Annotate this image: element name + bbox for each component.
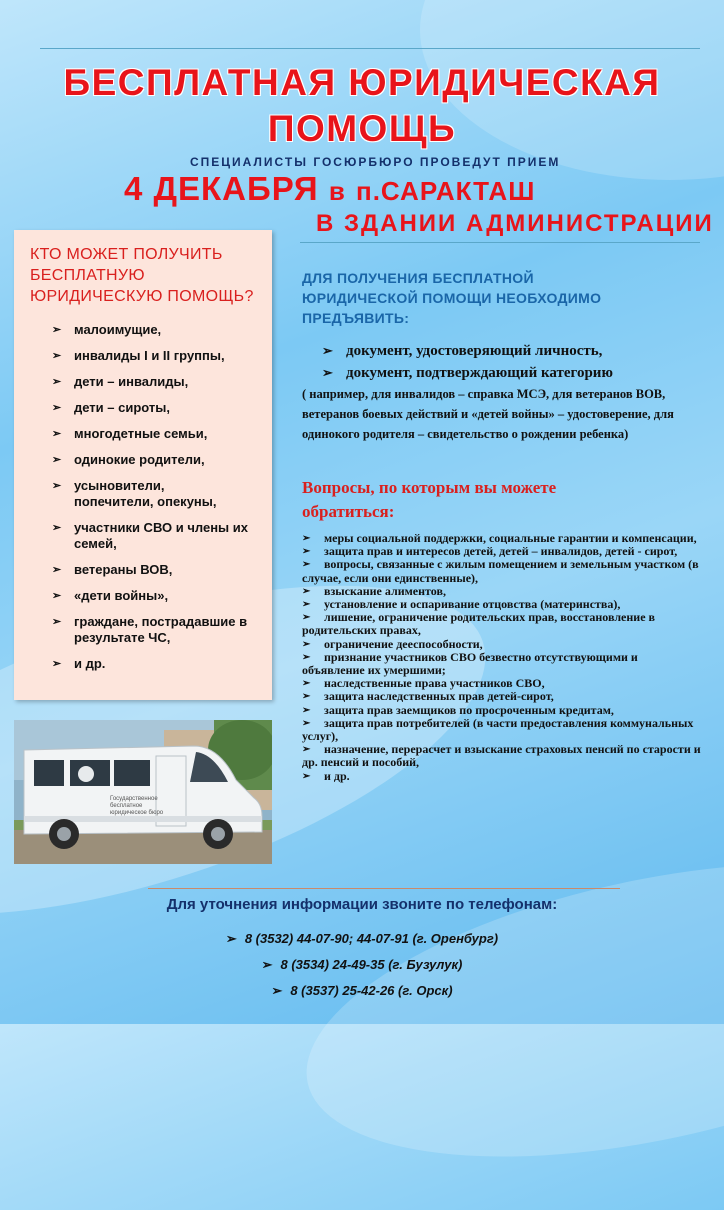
- question-item: ➢ лишение, ограничение родительских прав, восстановление в родительских правах,: [302, 611, 702, 637]
- phone-item: ➢ 8 (3534) 24-49-35 (г. Бузулук): [261, 957, 463, 972]
- van-photo: [14, 720, 272, 864]
- who-list-item: ➢ дети – сироты,: [52, 400, 274, 416]
- event-date-preposition: в: [328, 176, 346, 206]
- question-item: ➢ защита прав и интересов детей, детей – инвалидов, детей - сирот,: [302, 545, 702, 558]
- requirements-heading-line: ЮРИДИЧЕСКОЙ ПОМОЩИ НЕОБХОДИМО: [302, 290, 602, 306]
- contacts-divider: [148, 888, 620, 889]
- questions-heading-line: Вопросы, по которым вы можете: [302, 478, 557, 497]
- requirement-item: ➢ документ, удостоверяющий личность,: [322, 340, 613, 362]
- who-list-item: ➢ участники СВО и члены их семей,: [52, 520, 254, 552]
- top-divider: [40, 48, 700, 49]
- phone-list: [0, 926, 724, 1004]
- who-list-item: ➢ усыновители, попечители, опекуны,: [52, 478, 234, 510]
- requirement-item: ➢ документ, подтверждающий категорию: [322, 362, 613, 384]
- contacts-heading: Для уточнения информации звоните по телефонам:: [166, 896, 558, 913]
- phone-item: ➢ 8 (3537) 25-42-26 (г. Орск): [271, 983, 453, 998]
- title-line-1: БЕСПЛАТНАЯ ЮРИДИЧЕСКАЯ: [63, 62, 661, 103]
- question-item: ➢ наследственные права участников СВО,: [302, 677, 702, 690]
- who-list-item: ➢ инвалиды I и II группы,: [52, 348, 274, 364]
- who-heading-line: ЮРИДИЧЕСКУЮ ПОМОЩЬ?: [30, 288, 254, 305]
- who-list-item: ➢ ветераны ВОВ,: [52, 562, 274, 578]
- who-list: [52, 322, 274, 682]
- who-list-item: ➢ многодетные семьи,: [52, 426, 274, 442]
- question-item: ➢ защита прав потребителей (в части предоставления коммунальных услуг),: [302, 717, 702, 743]
- title-line-2: ПОМОЩЬ: [267, 108, 457, 149]
- requirements-heading-line: ПРЕДЪЯВИТЬ:: [302, 310, 410, 326]
- requirements-note: ( например, для инвалидов – справка МСЭ, для ветеранов ВОВ, ветеранов боевых действий и «детей войны» – удостоверение, для одинокого родителя – свидетельство о рождении ребенка): [302, 387, 674, 441]
- event-building: В ЗДАНИИ АДМИНИСТРАЦИИ: [316, 210, 714, 237]
- subtitle: СПЕЦИАЛИСТЫ ГОСЮРБЮРО ПРОВЕДУТ ПРИЕМ: [190, 155, 561, 169]
- event-date-line: [124, 170, 535, 208]
- who-heading-line: КТО МОЖЕТ ПОЛУЧИТЬ: [30, 246, 223, 263]
- who-list-item: ➢ малоимущие,: [52, 322, 274, 338]
- questions-heading: [302, 476, 702, 524]
- event-place: п.САРАКТАШ: [355, 176, 536, 206]
- who-heading: [30, 244, 270, 307]
- van-photo-image: [14, 720, 272, 864]
- requirements-heading: [302, 268, 702, 328]
- who-list-item: ➢ и др.: [52, 656, 274, 672]
- header-divider: [300, 242, 700, 243]
- phone-number: 8 (3532) 44-07-90; 44-07-91 (г. Оренбург): [244, 931, 499, 946]
- question-item: ➢ вопросы, связанные с жилым помещением и земельным участком (в случае, если они единственные),: [302, 558, 702, 584]
- question-item: ➢ установление и оспаривание отцовства (материнства),: [302, 598, 702, 611]
- background-wave: [281, 810, 724, 1210]
- requirements-heading-line: ДЛЯ ПОЛУЧЕНИЯ БЕСПЛАТНОЙ: [302, 270, 534, 286]
- questions-heading-line: обратиться:: [302, 502, 395, 521]
- question-item: ➢ ограничение дееспособности,: [302, 638, 702, 651]
- question-item: ➢ и др.: [302, 770, 702, 783]
- who-panel: [14, 230, 272, 700]
- questions-list: [302, 532, 702, 783]
- question-item: ➢ меры социальной поддержки, социальные гарантии и компенсации,: [302, 532, 702, 545]
- question-item: ➢ признание участников СВО безвестно отсутствующими и объявление их умершими;: [302, 651, 702, 677]
- question-item: ➢ назначение, перерасчет и взыскание страховых пенсий по старости и др. пенсий и пособий,: [302, 743, 702, 769]
- who-list-item: ➢ «дети войны»,: [52, 588, 274, 604]
- question-item: ➢ взыскание алиментов,: [302, 585, 702, 598]
- phone-item: ➢ 8 (3532) 44-07-90; 44-07-91 (г. Оренбург): [225, 931, 499, 946]
- phone-number: 8 (3537) 25-42-26 (г. Орск): [290, 983, 453, 998]
- van-label: Государственное бесплатное юридическое бюро: [110, 796, 164, 816]
- who-heading-line: БЕСПЛАТНУЮ: [30, 267, 145, 284]
- event-date: 4 ДЕКАБРЯ: [124, 170, 319, 207]
- question-item: ➢ защита прав заемщиков по просроченным кредитам,: [302, 704, 702, 717]
- requirements-list: [322, 340, 613, 384]
- question-item: ➢ защита наследственных прав детей-сирот,: [302, 690, 702, 703]
- phone-number: 8 (3534) 24-49-35 (г. Бузулук): [280, 957, 463, 972]
- who-list-item: ➢ граждане, пострадавшие в результате ЧС,: [52, 614, 254, 646]
- who-list-item: ➢ одинокие родители,: [52, 452, 274, 468]
- who-list-item: ➢ дети – инвалиды,: [52, 374, 274, 390]
